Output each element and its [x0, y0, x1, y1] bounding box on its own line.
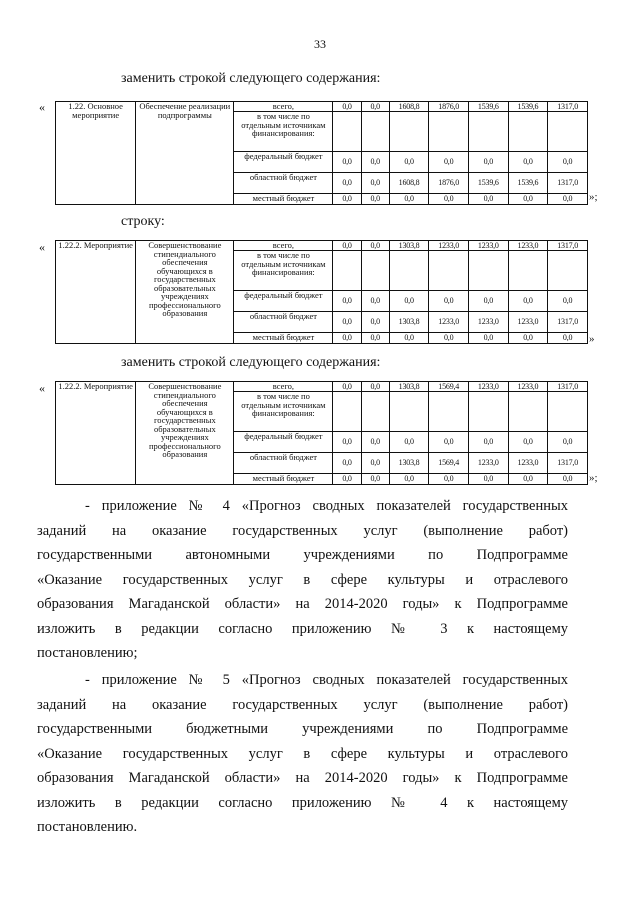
amount-cell: 0,0 [361, 453, 389, 474]
amount-cell: 1233,0 [469, 453, 509, 474]
funding-source: федеральный бюджет [234, 152, 333, 173]
quote-close-1: »; [589, 191, 598, 203]
amount-cell: 0,0 [389, 333, 429, 344]
amount-cell: 1539,6 [469, 102, 509, 112]
quote-open-2: « [39, 240, 45, 254]
amount-cell: 1317,0 [548, 312, 588, 333]
amount-cell: 0,0 [429, 152, 469, 173]
amount-cell: 1876,0 [429, 173, 469, 194]
amount-cell: 1233,0 [508, 382, 548, 392]
amount-cell: 0,0 [333, 241, 361, 251]
para2-line: «Оказание государственных услуг в сфере культуры и отраслевого [37, 745, 568, 762]
amount-cell: 0,0 [429, 333, 469, 344]
amount-cell: 0,0 [548, 333, 588, 344]
amount-cell [361, 251, 389, 291]
amount-cell [548, 392, 588, 432]
para2-line: изложить в редакции согласно приложению № 4 к настоящему [37, 794, 568, 811]
amount-cell [469, 392, 509, 432]
para1-line: «Оказание государственных услуг в сфере культуры и отраслевого [37, 571, 568, 588]
amount-cell [429, 112, 469, 152]
amount-cell [429, 392, 469, 432]
amount-cell: 0,0 [429, 474, 469, 485]
funding-source: местный бюджет [234, 474, 333, 485]
para1-line: образования Магаданской области» на 2014-2020 годы» к Подпрограмме [37, 596, 568, 612]
amount-cell: 0,0 [333, 152, 361, 173]
amount-cell [508, 392, 548, 432]
amount-cell: 0,0 [333, 173, 361, 194]
amount-cell [333, 251, 361, 291]
funding-source: областной бюджет [234, 173, 333, 194]
funding-source: местный бюджет [234, 194, 333, 205]
budget-table-1 [55, 101, 588, 205]
para2-line: постановлению. [37, 819, 138, 835]
amount-cell: 0,0 [361, 194, 389, 205]
amount-cell: 0,0 [361, 333, 389, 344]
replace-label-2: заменить строкой следующего содержания: [121, 355, 381, 370]
paragraph-appendix-4 [37, 494, 568, 666]
quote-close-2: » [589, 333, 595, 345]
amount-cell: 0,0 [361, 152, 389, 173]
amount-cell: 1233,0 [508, 312, 548, 333]
funding-source: областной бюджет [234, 453, 333, 474]
amount-cell: 0,0 [361, 241, 389, 251]
measure-code: 1.22.2. Мероприятие [56, 382, 136, 485]
line-label: строку: [121, 214, 165, 229]
amount-cell: 0,0 [361, 291, 389, 312]
amount-cell: 0,0 [333, 291, 361, 312]
funding-source: федеральный бюджет [234, 291, 333, 312]
budget-table-3 [55, 381, 588, 485]
amount-cell: 1539,6 [469, 173, 509, 194]
amount-cell: 0,0 [389, 291, 429, 312]
amount-cell [333, 392, 361, 432]
funding-source: в том числе по отдельным источникам финансирования: [234, 251, 333, 291]
amount-cell: 1317,0 [548, 382, 588, 392]
quote-open-1: « [39, 100, 45, 114]
amount-cell: 0,0 [469, 432, 509, 453]
amount-cell: 1569,4 [429, 382, 469, 392]
para1-line: изложить в редакции согласно приложению № 3 к настоящему [37, 620, 568, 637]
amount-cell [508, 112, 548, 152]
para1-line: государственными автономными учреждениями по Подпрограмме [37, 547, 568, 563]
funding-source: всего, [234, 102, 333, 112]
amount-cell: 0,0 [548, 291, 588, 312]
amount-cell: 0,0 [333, 102, 361, 112]
amount-cell [389, 251, 429, 291]
amount-cell: 1233,0 [429, 241, 469, 251]
amount-cell: 0,0 [389, 152, 429, 173]
measure-code: 1.22. Основное мероприятие [56, 102, 136, 205]
table-row [56, 382, 588, 392]
amount-cell: 0,0 [429, 432, 469, 453]
paragraph-appendix-5 [37, 668, 568, 840]
amount-cell: 0,0 [333, 194, 361, 205]
amount-cell: 0,0 [361, 173, 389, 194]
amount-cell: 1303,8 [389, 453, 429, 474]
amount-cell: 1303,8 [389, 382, 429, 392]
amount-cell: 0,0 [361, 432, 389, 453]
amount-cell [548, 112, 588, 152]
amount-cell [508, 251, 548, 291]
amount-cell: 0,0 [508, 291, 548, 312]
funding-source: местный бюджет [234, 333, 333, 344]
para2-line: - приложение № 5 «Прогноз сводных показателей государственных [85, 672, 568, 688]
page-number: 33 [314, 37, 326, 51]
amount-cell: 0,0 [508, 152, 548, 173]
amount-cell: 0,0 [508, 432, 548, 453]
amount-cell [361, 112, 389, 152]
amount-cell: 0,0 [333, 312, 361, 333]
amount-cell: 1876,0 [429, 102, 469, 112]
budget-table-2 [55, 240, 588, 344]
para1-line: - приложение № 4 «Прогноз сводных показателей государственных [85, 498, 568, 514]
amount-cell: 0,0 [548, 194, 588, 205]
amount-cell: 1608,8 [389, 102, 429, 112]
amount-cell: 0,0 [548, 432, 588, 453]
para2-line: государственными бюджетными учреждениями по Подпрограмме [37, 721, 568, 737]
amount-cell: 1233,0 [469, 241, 509, 251]
amount-cell: 1608,8 [389, 173, 429, 194]
funding-source: всего, [234, 241, 333, 251]
amount-cell: 1303,8 [389, 241, 429, 251]
amount-cell: 0,0 [508, 194, 548, 205]
amount-cell: 0,0 [429, 194, 469, 205]
amount-cell: 1317,0 [548, 241, 588, 251]
amount-cell: 1539,6 [508, 173, 548, 194]
amount-cell [469, 251, 509, 291]
amount-cell: 0,0 [333, 453, 361, 474]
quote-open-3: « [39, 381, 45, 395]
funding-source: областной бюджет [234, 312, 333, 333]
measure-code: 1.22.2. Мероприятие [56, 241, 136, 344]
amount-cell [389, 112, 429, 152]
para1-line: постановлению; [37, 645, 138, 661]
amount-cell [333, 112, 361, 152]
amount-cell: 0,0 [429, 291, 469, 312]
amount-cell: 0,0 [361, 102, 389, 112]
amount-cell: 1233,0 [429, 312, 469, 333]
amount-cell: 0,0 [389, 194, 429, 205]
amount-cell: 1233,0 [469, 382, 509, 392]
amount-cell: 0,0 [469, 194, 509, 205]
amount-cell: 1303,8 [389, 312, 429, 333]
amount-cell: 0,0 [469, 333, 509, 344]
amount-cell [469, 112, 509, 152]
amount-cell [389, 392, 429, 432]
measure-title: Совершенствование стипендиального обеспечения обучающихся в государственных образовательных учреждениях профессионального образования [136, 241, 234, 344]
amount-cell: 0,0 [389, 432, 429, 453]
amount-cell: 0,0 [389, 474, 429, 485]
table-row [56, 241, 588, 251]
amount-cell: 1233,0 [508, 453, 548, 474]
amount-cell: 0,0 [469, 291, 509, 312]
measure-title: Обеспечение реализации подпрограммы [136, 102, 234, 205]
amount-cell [548, 251, 588, 291]
measure-title: Совершенствование стипендиального обеспечения обучающихся в государственных образовательных учреждениях профессионального образования [136, 382, 234, 485]
amount-cell: 0,0 [333, 432, 361, 453]
replace-label-1: заменить строкой следующего содержания: [121, 71, 381, 86]
table-row [56, 102, 588, 112]
amount-cell: 0,0 [548, 152, 588, 173]
amount-cell: 1569,4 [429, 453, 469, 474]
amount-cell: 0,0 [508, 474, 548, 485]
funding-source: федеральный бюджет [234, 432, 333, 453]
amount-cell: 0,0 [333, 382, 361, 392]
amount-cell: 0,0 [333, 474, 361, 485]
para2-line: образования Магаданской области» на 2014-2020 годы» к Подпрограмме [37, 770, 568, 786]
para1-line: заданий на оказание государственных услуг (выполнение работ) [37, 522, 568, 539]
amount-cell: 0,0 [361, 382, 389, 392]
amount-cell: 0,0 [361, 474, 389, 485]
funding-source: в том числе по отдельным источникам финансирования: [234, 112, 333, 152]
amount-cell: 1233,0 [508, 241, 548, 251]
amount-cell: 0,0 [469, 474, 509, 485]
amount-cell: 1317,0 [548, 453, 588, 474]
funding-source: всего, [234, 382, 333, 392]
amount-cell: 0,0 [469, 152, 509, 173]
funding-source: в том числе по отдельным источникам финансирования: [234, 392, 333, 432]
amount-cell: 0,0 [508, 333, 548, 344]
amount-cell: 0,0 [333, 333, 361, 344]
amount-cell: 1317,0 [548, 102, 588, 112]
amount-cell: 0,0 [548, 474, 588, 485]
quote-close-3: »; [589, 472, 598, 484]
amount-cell: 1233,0 [469, 312, 509, 333]
amount-cell: 1317,0 [548, 173, 588, 194]
para2-line: заданий на оказание государственных услуг (выполнение работ) [37, 696, 568, 713]
amount-cell [361, 392, 389, 432]
amount-cell: 0,0 [361, 312, 389, 333]
amount-cell: 1539,6 [508, 102, 548, 112]
amount-cell [429, 251, 469, 291]
